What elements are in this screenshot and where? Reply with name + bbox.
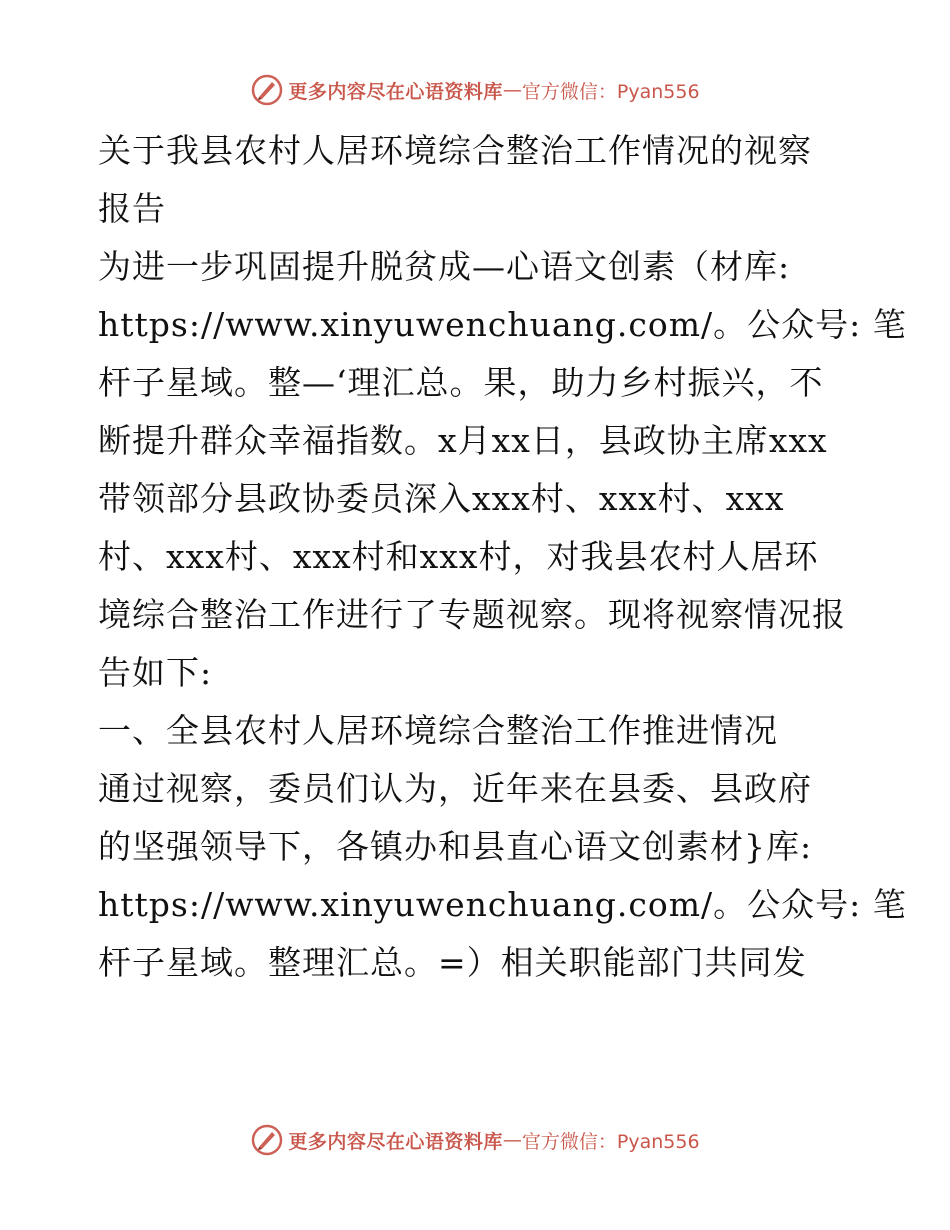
paragraph-2-line-2: 的坚强领导下，各镇办和县直心语文创素材}库: bbox=[98, 827, 813, 866]
paragraph-2-line-1: 通过视察，委员们认为，近年来在县委、县政府 bbox=[98, 769, 812, 808]
paragraph-1-line-3: 杆子星域。整—‘理汇总。果，助力乡村振兴，不 bbox=[98, 363, 824, 402]
header-watermark bbox=[0, 72, 950, 108]
watermark-contact: 官方微信：Pyan556 bbox=[521, 1130, 700, 1153]
document-title-line-2: 报告 bbox=[98, 189, 166, 228]
paragraph-2-line-3: https://www.xinyuwenchuang.com/。公众号: 笔 bbox=[98, 885, 907, 924]
seal-quill-icon bbox=[250, 1123, 284, 1157]
section-heading-1: 一、全县农村人居环境综合整治工作推进情况 bbox=[98, 711, 778, 750]
document-body bbox=[98, 122, 907, 992]
paragraph-1-line-2: https://www.xinyuwenchuang.com/。公众号: 笔 bbox=[98, 305, 907, 344]
seal-quill-icon bbox=[250, 73, 284, 107]
paragraph-1-line-4: 断提升群众幸福指数。x月xx日，县政协主席xxx bbox=[98, 421, 828, 460]
watermark-text: 更多内容尽在心语资料库 bbox=[288, 80, 503, 103]
paragraph-1-line-8: 告如下: bbox=[98, 653, 213, 692]
paragraph-1-line-6: 村、xxx村、xxx村和xxx村，对我县农村人居环 bbox=[98, 537, 819, 576]
watermark-dash: — bbox=[502, 1129, 522, 1151]
document-title-line-1: 关于我县农村人居环境综合整治工作情况的视察 bbox=[98, 131, 812, 170]
paragraph-2-line-4: 杆子星域。整理汇总。=）相关职能部门共同发 bbox=[98, 943, 807, 982]
watermark-dash: — bbox=[502, 79, 522, 101]
paragraph-1-line-5: 带领部分县政协委员深入xxx村、xxx村、xxx bbox=[98, 479, 785, 518]
paragraph-1-line-7: 境综合整治工作进行了专题视察。现将视察情况报 bbox=[98, 595, 846, 634]
watermark-contact: 官方微信：Pyan556 bbox=[521, 80, 700, 103]
watermark-text: 更多内容尽在心语资料库 bbox=[288, 1130, 503, 1153]
paragraph-1-line-1: 为进一步巩固提升脱贫成—心语文创素（材库: bbox=[98, 247, 791, 286]
footer-watermark bbox=[0, 1122, 950, 1158]
